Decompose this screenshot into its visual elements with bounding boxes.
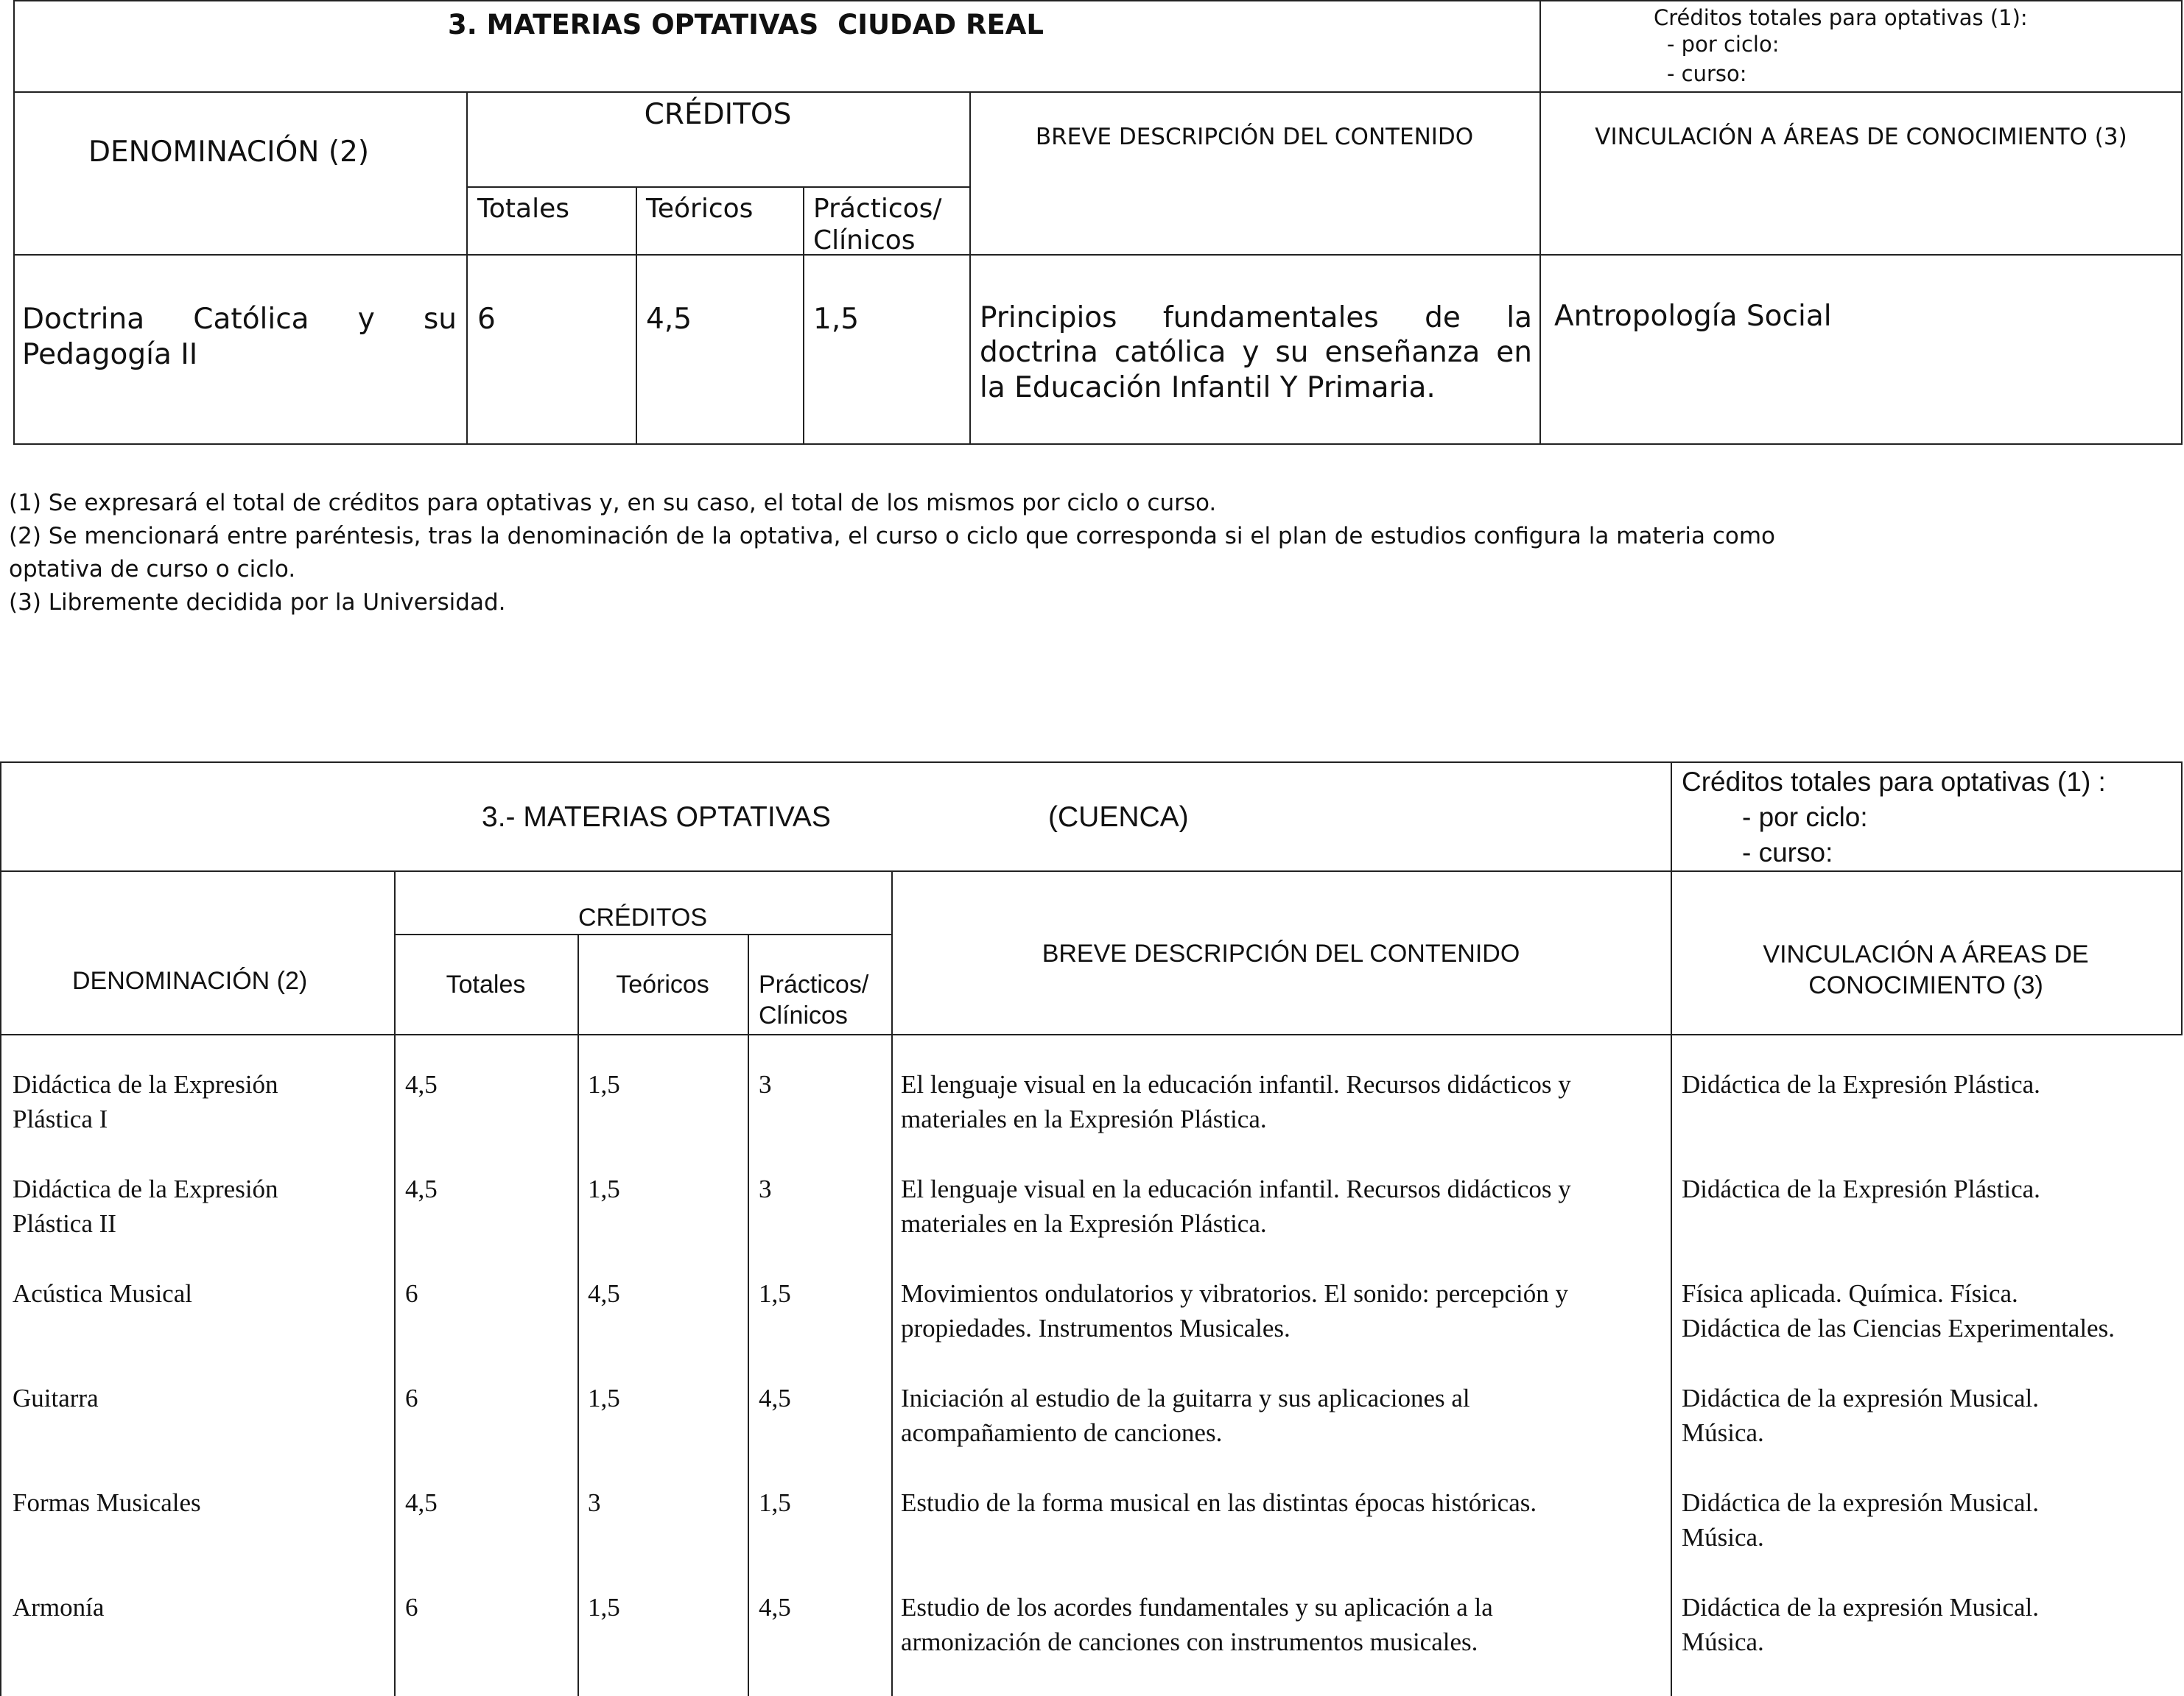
credits-total-label: Créditos totales para optativas (1):	[1654, 5, 2028, 30]
t2-rule	[0, 761, 1, 1696]
t1-rule	[13, 0, 15, 445]
t1-rule	[466, 186, 969, 188]
row-vinculacion: Didáctica de la expresión Musical.	[1682, 1488, 2039, 1517]
credits-per-cycle-label: - por ciclo:	[1742, 802, 1868, 832]
row-descripcion: Movimientos ondulatorios y vibratorios. El sonido: percepción y	[901, 1279, 1568, 1308]
t1-rule	[636, 186, 637, 445]
t1-bottom-border	[13, 443, 2183, 445]
row-descripcion-line2: materiales en la Expresión Plástica.	[901, 1105, 1267, 1133]
header-practicos: Prácticos/	[813, 194, 942, 224]
row-descripcion: El lenguaje visual en la educación infantil. Recursos didácticos y	[901, 1175, 1571, 1203]
footnote-1: (1) Se expresará el total de créditos para optativas y, en su caso, el total de los mismos por ciclo o curso.	[9, 490, 1217, 516]
t1-rule	[803, 186, 804, 445]
header-vinculacion: VINCULACIÓN A ÁREAS DE CONOCIMIENTO (3)	[1595, 124, 2127, 150]
t1-rule	[466, 91, 468, 445]
t1-rule	[13, 91, 2183, 93]
row-denominacion: Acústica Musical	[13, 1279, 192, 1308]
row-teoricos: 1,5	[588, 1070, 620, 1099]
row-descripcion-line2: doctrina católica y su enseñanza en	[980, 336, 1532, 369]
header-denominacion: DENOMINACIÓN (2)	[72, 967, 308, 995]
header-totales: Totales	[477, 194, 569, 224]
t2-rule	[577, 934, 579, 1696]
row-practicos: 1,5	[759, 1488, 791, 1517]
header-creditos: CRÉDITOS	[577, 904, 708, 932]
footnote-2: (2) Se mencionará entre paréntesis, tras la denominación de la optativa, el curso o ciclo que corresponda si el plan de estudios configura la materia como	[9, 523, 1775, 549]
t1-rule	[1539, 0, 1541, 445]
header-totales: Totales	[446, 971, 526, 999]
header-clinicos: Clínicos	[813, 225, 916, 256]
t2-rule	[748, 934, 749, 1696]
row-descripcion: Estudio de la forma musical en las distintas épocas históricas.	[901, 1488, 1537, 1517]
row-teoricos: 4,5	[646, 303, 692, 336]
row-practicos: 3	[759, 1070, 772, 1099]
row-descripcion-line3: la Educación Infantil Y Primaria.	[980, 371, 1436, 404]
row-descripcion: El lenguaje visual en la educación infantil. Recursos didácticos y	[901, 1070, 1571, 1099]
row-vinculacion: Didáctica de la expresión Musical.	[1682, 1384, 2039, 1412]
t2-rule	[2181, 761, 2183, 1035]
row-descripcion-line2: materiales en la Expresión Plástica.	[901, 1209, 1267, 1238]
footnote-2-continued: optativa de curso o ciclo.	[9, 556, 296, 583]
row-descripcion: Principios fundamentales de la	[980, 301, 1532, 334]
row-teoricos: 1,5	[588, 1593, 620, 1622]
t2-rule	[0, 870, 2183, 872]
row-practicos: 1,5	[813, 303, 860, 336]
row-descripcion-line2: acompañamiento de canciones.	[901, 1418, 1223, 1447]
row-vinculacion: Didáctica de la Expresión Plástica.	[1682, 1070, 2040, 1099]
row-vinculacion-line2: Música.	[1682, 1628, 1764, 1656]
row-denominacion: Guitarra	[13, 1384, 99, 1412]
t2-rule	[891, 870, 893, 1696]
row-totales: 6	[405, 1593, 418, 1622]
t1-rule	[13, 254, 2183, 256]
row-totales: 4,5	[405, 1175, 438, 1203]
table-location: (CUENCA)	[1048, 801, 1189, 833]
row-descripcion-line2: propiedades. Instrumentos Musicales.	[901, 1314, 1291, 1343]
row-denominacion: Doctrina Católica y su	[22, 303, 457, 336]
row-vinculacion: Didáctica de la expresión Musical.	[1682, 1593, 2039, 1622]
table-title: 3.- MATERIAS OPTATIVAS	[482, 801, 831, 833]
header-clinicos: Clínicos	[759, 1002, 848, 1030]
row-vinculacion: Antropología Social	[1554, 300, 1832, 333]
t1-rule	[2181, 0, 2183, 445]
header-descripcion: BREVE DESCRIPCIÓN DEL CONTENIDO	[1042, 940, 1520, 968]
row-practicos: 1,5	[759, 1279, 791, 1308]
row-practicos: 3	[759, 1175, 772, 1203]
row-descripcion: Estudio de los acordes fundamentales y su aplicación a la	[901, 1593, 1493, 1622]
t1-top-border	[13, 0, 2183, 1]
credits-per-course-label: - curso:	[1667, 61, 1747, 86]
row-denominacion: Didáctica de la Expresión	[13, 1175, 278, 1203]
row-practicos: 4,5	[759, 1593, 791, 1622]
header-vinculacion: VINCULACIÓN A ÁREAS DE	[1763, 940, 2089, 968]
header-practicos: Prácticos/	[759, 971, 869, 999]
row-descripcion: Iniciación al estudio de la guitarra y sus aplicaciones al	[901, 1384, 1470, 1412]
row-denominacion-line2: Plástica II	[13, 1209, 116, 1238]
row-teoricos: 1,5	[588, 1175, 620, 1203]
row-vinculacion: Física aplicada. Química. Física.	[1682, 1279, 2018, 1308]
row-vinculacion-line2: Música.	[1682, 1418, 1764, 1447]
row-denominacion: Armonía	[13, 1593, 105, 1622]
t2-rule	[1671, 761, 1672, 1696]
footnote-3: (3) Libremente decidida por la Universidad.	[9, 589, 506, 616]
header-teoricos: Teóricos	[616, 971, 709, 999]
row-teoricos: 1,5	[588, 1384, 620, 1412]
t2-rule	[394, 934, 891, 935]
row-totales: 4,5	[405, 1488, 438, 1517]
header-denominacion: DENOMINACIÓN (2)	[88, 136, 370, 169]
row-practicos: 4,5	[759, 1384, 791, 1412]
row-denominacion-line2: Pedagogía II	[22, 338, 198, 371]
row-denominacion: Didáctica de la Expresión	[13, 1070, 278, 1099]
row-denominacion: Formas Musicales	[13, 1488, 201, 1517]
row-totales: 6	[405, 1279, 418, 1308]
row-totales: 4,5	[405, 1070, 438, 1099]
credits-per-course-label: - curso:	[1742, 837, 1833, 868]
t2-rule	[0, 1034, 2183, 1035]
credits-total-label: Créditos totales para optativas (1) :	[1682, 767, 2106, 797]
header-descripcion: BREVE DESCRIPCIÓN DEL CONTENIDO	[1035, 124, 1474, 150]
t2-top-border	[0, 761, 2183, 763]
row-totales: 6	[405, 1384, 418, 1412]
row-teoricos: 3	[588, 1488, 601, 1517]
row-vinculacion: Didáctica de la Expresión Plástica.	[1682, 1175, 2040, 1203]
row-totales: 6	[477, 303, 496, 336]
credits-per-cycle-label: - por ciclo:	[1667, 32, 1780, 57]
row-vinculacion-line2: Música.	[1682, 1523, 1764, 1552]
row-descripcion-line2: armonización de canciones con instrumentos musicales.	[901, 1628, 1478, 1656]
header-creditos: CRÉDITOS	[644, 98, 792, 131]
row-denominacion-line2: Plástica I	[13, 1105, 108, 1133]
table-title: 3. MATERIAS OPTATIVAS CIUDAD REAL	[448, 9, 1044, 41]
row-vinculacion-line2: Didáctica de las Ciencias Experimentales.	[1682, 1314, 2115, 1343]
header-vinculacion-line2: CONOCIMIENTO (3)	[1808, 971, 2043, 999]
row-teoricos: 4,5	[588, 1279, 620, 1308]
header-teoricos: Teóricos	[646, 194, 754, 224]
